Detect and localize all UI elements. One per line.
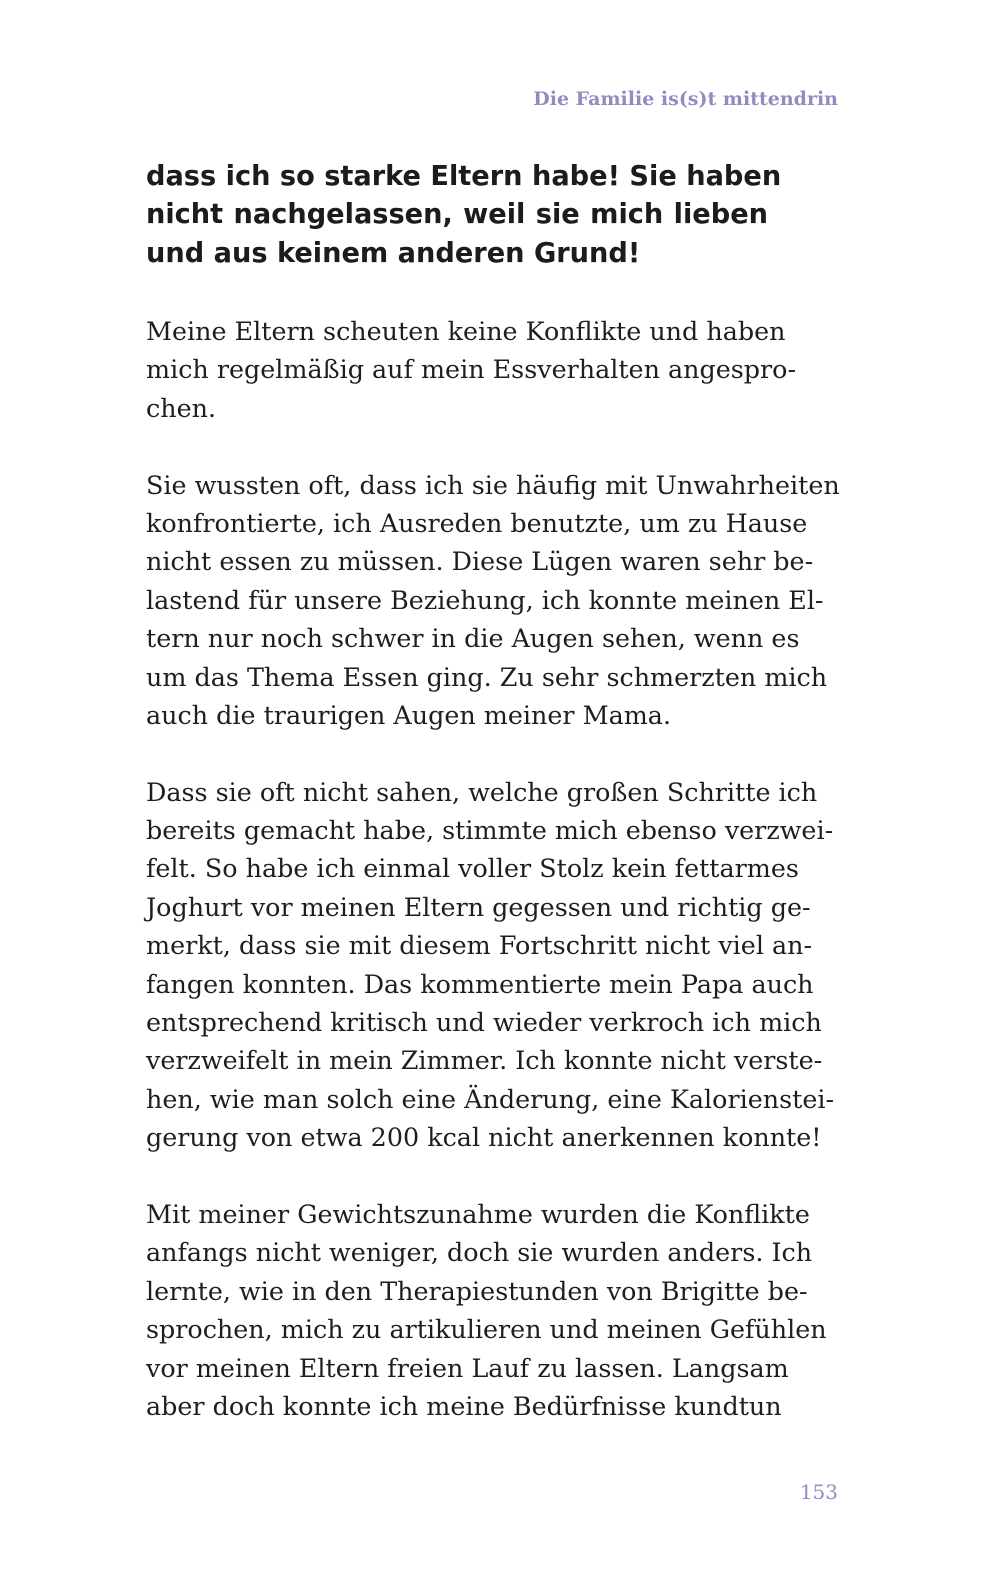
text-line: gerung von etwa 200 kcal nicht anerkennen konnte!	[146, 1122, 822, 1153]
lead-line: dass ich so starke Eltern habe! Sie haben	[146, 161, 782, 192]
text-line: lernte, wie in den Therapiestunden von Brigitte be-	[146, 1275, 808, 1306]
text-line: Dass sie oft nicht sahen, welche großen Schritte ich	[146, 776, 818, 807]
text-line: chen.	[146, 392, 217, 423]
text-line: aber doch konnte ich meine Bedürfnisse kundtun	[146, 1390, 782, 1421]
text-line: hen, wie man solch eine Änderung, eine Kalorienstei-	[146, 1083, 835, 1114]
text-line: nicht essen zu müssen. Diese Lügen waren sehr be-	[146, 546, 814, 577]
text-line: bereits gemacht habe, stimmte mich ebenso verzwei-	[146, 815, 834, 846]
text-line: anfangs nicht weniger, doch sie wurden anders. Ich	[146, 1237, 813, 1268]
text-line: Joghurt vor meinen Eltern gegessen und richtig ge-	[146, 891, 811, 922]
text-line: entsprechend kritisch und wieder verkroch ich mich	[146, 1007, 822, 1038]
text-line: merkt, dass sie mit diesem Fortschritt nicht viel an-	[146, 930, 813, 961]
lead-line: nicht nachgelassen, weil sie mich lieben	[146, 199, 768, 231]
text-line: auch die traurigen Augen meiner Mama.	[146, 699, 672, 730]
text-line: Sie wussten oft, dass ich sie häufig mit Unwahrheiten	[146, 469, 840, 500]
paragraph	[146, 466, 840, 735]
paragraph	[146, 773, 835, 1157]
paragraph	[146, 1195, 827, 1425]
text-line: lastend für unsere Beziehung, ich konnte meinen El-	[146, 584, 824, 615]
text-line: felt. So habe ich einmal voller Stolz kein fettarmes	[146, 853, 799, 884]
text-line: verzweifelt in mein Zimmer. Ich konnte nicht verste-	[146, 1045, 823, 1076]
lead-line: und aus keinem anderen Grund!	[146, 237, 641, 269]
running-head-title: Die Familie is(s)t mittendrin	[533, 88, 838, 110]
text-line: vor meinen Eltern freien Lauf zu lassen. Langsam	[146, 1352, 789, 1383]
text-line: tern nur noch schwer in die Augen sehen, wenn es	[146, 623, 800, 654]
body-text	[146, 312, 840, 1425]
lead-paragraph	[146, 158, 782, 273]
paragraph	[146, 312, 797, 427]
page-number: 153	[799, 1480, 838, 1504]
text-line: fangen konnten. Das kommentierte mein Papa auch	[146, 968, 814, 999]
text-line: mich regelmäßig auf mein Essverhalten angespro-	[146, 354, 797, 385]
text-line: um das Thema Essen ging. Zu sehr schmerzten mich	[146, 661, 828, 692]
text-line: konfrontierte, ich Ausreden benutzte, um zu Hause	[146, 507, 808, 538]
text-line: Mit meiner Gewichtszunahme wurden die Konflikte	[146, 1198, 810, 1229]
text-line: sprochen, mich zu artikulieren und meinen Gefühlen	[146, 1314, 827, 1345]
text-line: Meine Eltern scheuten keine Konflikte und haben	[146, 316, 786, 346]
